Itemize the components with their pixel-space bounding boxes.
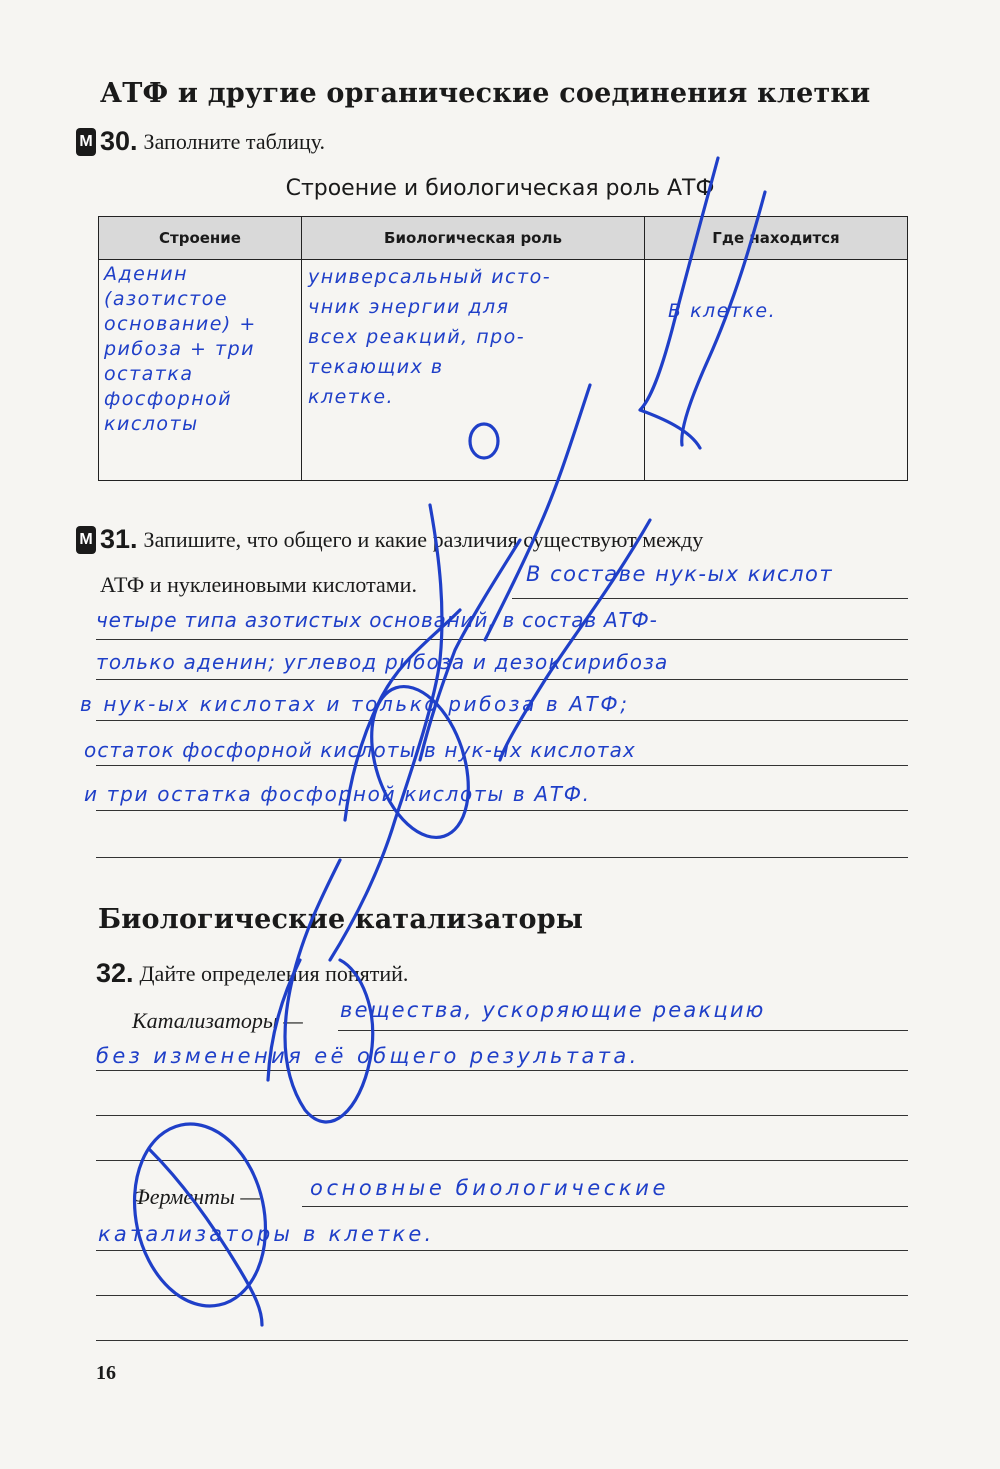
- answer-line[interactable]: [338, 1030, 908, 1031]
- section-title-atf: АТФ и другие органические соединения клетки: [100, 78, 871, 109]
- task-prompt: Заполните таблицу.: [143, 128, 326, 154]
- handwritten-answer-31-line6: и три остатка фосфорной кислоты в АТФ.: [84, 782, 591, 806]
- answer-line[interactable]: [96, 639, 908, 640]
- answer-line[interactable]: [512, 598, 908, 599]
- answer-line[interactable]: [96, 810, 908, 811]
- answer-line[interactable]: [96, 720, 908, 721]
- term-enzymes: Ферменты —: [132, 1184, 260, 1209]
- table-title: Строение и биологическая роль АТФ: [285, 176, 715, 201]
- task-prompt-line1: Запишите, что общего и какие различия существуют между: [143, 526, 704, 552]
- section-title-catalysts: Биологические катализаторы: [98, 904, 584, 935]
- handwritten-catalysts-line2: без изменения её общего результата.: [96, 1044, 640, 1068]
- header-location: Где находится: [645, 217, 908, 260]
- task-31-heading: [76, 524, 703, 555]
- handwritten-answer-31-line4: в нук-ых кислотах и только рибоза в АТФ;: [80, 692, 630, 716]
- handwritten-answer-31-line1: В составе нук-ых кислот: [526, 562, 834, 586]
- task-prompt: Дайте определения понятий.: [139, 960, 409, 986]
- handwritten-answer-31-line5: остаток фосфорной кислоты в нук-ых кислотах: [84, 738, 636, 762]
- answer-line[interactable]: [96, 1160, 908, 1161]
- answer-line[interactable]: [96, 679, 908, 680]
- task-number: 31.: [100, 524, 138, 554]
- m-badge-icon: М: [76, 128, 96, 156]
- handwritten-answer-31-line3: только аденин; углевод рибоза и дезоксирибоза: [96, 650, 669, 674]
- term-catalysts: Катализаторы —: [132, 1008, 303, 1033]
- handwritten-answer-31-line2: четыре типа азотистых оснований, в состав АТФ-: [96, 608, 658, 632]
- handwritten-structure: [104, 262, 257, 437]
- hw-line: клетке.: [308, 386, 395, 408]
- handwritten-location: В клетке.: [668, 300, 777, 322]
- m-badge-icon: М: [76, 526, 96, 554]
- hw-line: универсальный исто-: [308, 266, 552, 288]
- task-number: 30.: [100, 126, 138, 156]
- task-prompt-line2: АТФ и нуклеиновыми кислотами.: [100, 572, 417, 597]
- hw-line: (азотистое: [104, 288, 229, 310]
- handwritten-enzymes-line1: основные биологические: [310, 1176, 669, 1200]
- answer-line[interactable]: [96, 1115, 908, 1116]
- hw-line: чник энергии для: [308, 296, 510, 318]
- header-role: Биологическая роль: [302, 217, 645, 260]
- handwritten-catalysts-line1: вещества, ускоряющие реакцию: [340, 998, 766, 1022]
- header-structure: Строение: [99, 217, 302, 260]
- hw-line: фосфорной: [104, 388, 233, 410]
- answer-line[interactable]: [96, 765, 908, 766]
- scribble-stroke: [285, 860, 373, 1122]
- cell-location[interactable]: [645, 260, 908, 481]
- scribble-stroke: [500, 520, 650, 760]
- answer-line[interactable]: [302, 1206, 908, 1207]
- answer-line[interactable]: [96, 1295, 908, 1296]
- task-number: 32.: [96, 958, 134, 988]
- hw-line: кислоты: [104, 413, 199, 435]
- answer-line[interactable]: [96, 1340, 908, 1341]
- hw-line: рибоза + три: [104, 338, 255, 360]
- hw-line: основание) +: [104, 313, 257, 335]
- page-number: 16: [96, 1362, 116, 1384]
- hw-line: всех реакций, про-: [308, 326, 526, 348]
- handwritten-role: [308, 262, 551, 412]
- answer-line[interactable]: [96, 857, 908, 858]
- table-header-row: [99, 217, 908, 260]
- handwritten-enzymes-line2: катализаторы в клетке.: [98, 1222, 435, 1246]
- answer-line[interactable]: [96, 1070, 908, 1071]
- task-30-heading: [76, 126, 325, 157]
- hw-line: остатка: [104, 363, 194, 385]
- answer-line[interactable]: [96, 1250, 908, 1251]
- hw-line: текающих в: [308, 356, 444, 378]
- circle-mark: [118, 1112, 281, 1319]
- task-32-heading: [96, 958, 408, 989]
- hw-line: Аденин: [104, 263, 189, 285]
